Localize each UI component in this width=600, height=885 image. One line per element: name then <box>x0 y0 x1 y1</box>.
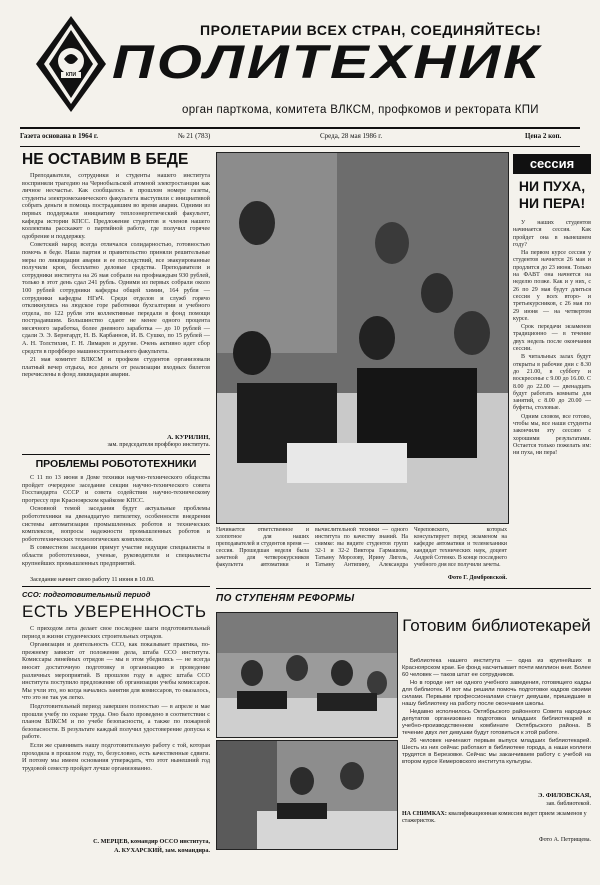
article3-signature-1: С. МЕРЦЕВ, командир ОССО института, <box>93 838 210 845</box>
info-rule <box>20 146 580 147</box>
article2-paragraph: С 11 по 13 июня в Доме техники научно-технического общества пройдет очередное заседание секции научно-технического совета Госстандарта СССР и совета содействия научно-техническому прогрессу при Красноярском крайкоме КПСС. <box>22 474 210 504</box>
reform-body <box>402 658 591 788</box>
session-body <box>513 220 591 604</box>
newspaper-subtitle: орган парткома, комитета ВЛКСМ, профкомов и ректората КПИ <box>182 104 539 116</box>
reform-paragraph: Недавно исполнилось Октябрьского районного Совета народных депутатов организовано подготовка младших библиотекарей в учебно-производственном комбинате Октябрьского района. В течение двух лет девушки будут готовиться к этой работе. <box>402 709 591 736</box>
article1-paragraph: 21 мая комитет ВЛКСМ и профком студентов организовали платный вечер отдыха, все деньги от реализации входных билетов перечислены в фонд ликвидации аварии. <box>22 356 210 379</box>
reform-signature: Э. ФИЛОВСКАЯ, <box>538 792 591 799</box>
reform-paragraph: 26 человек начинают первым выпуск младших библиотекарей. Шесть из них сейчас работают в библиотеке города, а наши коллеги трудятся в Березовке. Сейчас мы заканчиваем работу с учебой на втором курсе Кемеровского института культуры. <box>402 738 591 765</box>
reform-rule <box>216 588 591 589</box>
issue-date: Среда, 28 мая 1986 г. <box>320 132 383 140</box>
session-label: сессия <box>529 156 575 171</box>
article2-paragraph: В совместном заседании примут участие ведущие специалисты в области робототехники, ученые, руководители и специалисты крупнейших промышленных предприятий. <box>22 544 210 567</box>
session-paragraph: Срок передачи экзаменов традиционно — в течение двух недель после окончания сессии. <box>513 324 591 353</box>
article2-rule <box>22 454 210 455</box>
article2-paragraph: Основной темой заседания будут актуальные проблемы робототехники на двенадцатую пятилетку, особенности внедрения системы автоматизации промышленных роботов и технических комплексов, вопросы надежности промышленных роботов и робототехнических технологических комплексов. <box>22 505 210 543</box>
reform-banner: ПО СТУПЕНЯМ РЕФОРМЫ <box>216 593 355 604</box>
session-paragraph: На первом курсе сессия у студентов начнется 26 мая и продлится до 23 июня. Только на ФАВТ она начнется на неделю позже. Как и у них, с 26 по 29 мая будут длиться сессия у всех второ- и третьекурсников, с 26 мая по 29 июня — на четвертом курсе. <box>513 250 591 322</box>
main-photo-scene <box>217 153 508 523</box>
session-paragraph: У наших студентов начинается сессия. Как пройдет она в нынешнем году? <box>513 220 591 248</box>
reform-photo-credit: Фото А. Петрищева. <box>538 837 591 843</box>
masthead-rule <box>20 127 580 129</box>
main-photo-credit: Фото Г. Домбровской. <box>447 575 507 581</box>
article3-paragraph: Подготовительный период завершен полностью — в апреле и мае прошли учебу по охране труда. Оно было проведено в соответствии с планом ВЛКСМ и по учебе безопасности, а также по пожарной безопасности. В результате каждый получил удостоверение допуска к работе. <box>22 702 210 741</box>
reform-photo-bottom <box>216 740 398 850</box>
reform-photo-top <box>216 612 398 738</box>
reform-photo-top-scene <box>217 613 397 737</box>
session-paragraph: В читальных залах будут открыты в рабочие дни с 8.30 до 21.00, в субботу и воскресенье с 9.00 до 16.00. С 8.00 до 22.00 — двенадцать будут работать комнаты для занятий, с 8.00 до 20.00 — буфеты, столовые. <box>513 354 591 412</box>
article2-body <box>22 474 210 574</box>
session-headline: НИ ПУХА, НИ ПЕРА! <box>518 178 586 211</box>
article3-paragraph: Если же сравнивать нашу подготовительную работу с той, которая проходила в прошлом году, то, безусловно, есть качественные сдвиги. И потому мы имеем основания утверждать, что этот нынешний год трудовой семестр пройдет лучше организованно. <box>22 741 210 772</box>
session-paragraph: Одним словом, все готово, чтобы мы, все наши студенты закончили эту сессию с хорошими результатами. Остается только пожелать им: ни пуха, ни пера! <box>513 413 591 457</box>
article3-signature-2: А. КУХАРСКИЙ, зам. командира. <box>114 847 210 854</box>
logo-emblem <box>34 14 108 114</box>
logo-text: КПИ <box>65 72 77 78</box>
article3-body <box>22 625 210 837</box>
reform-photo-caption-label: НА СНИМКАХ: <box>402 811 447 817</box>
session-label-box <box>513 154 591 174</box>
article2-headline: ПРОБЛЕМЫ РОБОТОТЕХНИКИ <box>35 458 197 470</box>
price-text: Цена 2 коп. <box>525 132 562 140</box>
article3-kicker: ССО: подготовительный период <box>22 590 151 599</box>
slogan: ПРОЛЕТАРИИ ВСЕХ СТРАН, СОЕДИНЯЙТЕСЬ! <box>200 22 542 38</box>
reform-photo-bottom-scene <box>217 741 397 849</box>
reform-headline: Готовим библиотекарей <box>402 616 591 635</box>
article3-paragraph: Организация и деятельность ССО, как показывает практика, по-прежнему зависит от положения дела, штаба ССО института. Комиссары линейных отрядов — мы в этом убедились — не всегда вносят достаточную подготовку в организацию и проведение различных мероприятий. В прошлом году в адрес штаба ССО института поступило предложение об организации учебы комиссаров. Мы учли это, но когда начались занятия для комиссаров, то оказалось, что это не так уж легко. <box>22 641 210 702</box>
article3-paragraph: С приходом лета делает свое последнее шаги подготовительный период в жизни студенческих строительных отрядов. <box>22 625 210 640</box>
article1-paragraph: Советский народ всегда отличался солидарностью, готовностью помочь в беде. Наша партия и правительство приняли решительные меры по ликвидации аварии и ее последствий, все эвакуированные получили кров, бесплатно деловые средства. Преподаватели и сотрудники института на 26 мая собрали на профнаждым 930 рублей, только в этот день сдал 241 рубль. Одними из первых собрали около 100 рублей сотрудники кафедры общей химии, 164 рубля — сотрудники кафедры НГиЧ. Среди отделов и служб горячо откликнулись на людское горе работники бухгалтерии и учебного отдела, по 122 рубля эти коллективные передали в фонд помощи пострадавшим. Большинство сдают не менее одного процента месячного заработка, более дневного заработка — до 10 рублей — сдали Э. Э. Бернгардт, Н. В. Карбаннов, И. В. Сушко, по 15 рублей — А. Н. Толстихин, Г. Н. Лимарев и другие. Очень активно идет сбор средств в профбюро машиностроительного факультета. <box>22 241 210 355</box>
reform-paragraph: Библиотека нашего института — одна из крупнейших в Красноярском крае. Ее фонд насчитывает почти миллион книг. Более 60 человек — таков штат ее сотрудников. <box>402 658 591 678</box>
article1-body <box>22 172 210 432</box>
reform-paragraph: Но в городе нет ни одного учебного заведения, готовящего кадры для библиотек. И вот мы решили помочь подготовке кадров своими силами. Первыми профессионалами станут девушки, пришедшие в нашу библиотеку на работу после окончания школы. <box>402 680 591 707</box>
newspaper-title: ПОЛИТЕХНИК <box>112 35 542 89</box>
issue-number: № 21 (783) <box>178 132 211 140</box>
article1-headline: НЕ ОСТАВИМ В БЕДЕ <box>22 151 189 168</box>
article2-closing: Заседание начнет свою работу 11 июня в 10.00. <box>30 576 155 583</box>
article3-rule <box>22 586 210 587</box>
article1-signature: А. КУРИЛИН, <box>167 434 210 441</box>
main-photo <box>216 152 509 524</box>
article1-signature-role: зам. председателя профбюро института. <box>107 442 210 448</box>
article1-paragraph: Преподаватели, сотрудники и студенты нашего института восприняли трагедию на Чернобыльской атомной электростанции как личное несчастье. Как сообщалось в прошлом номере газеты, студенты электромеханического факультета выступили с инициативой собрать деньги в помощь пострадавшим во время аварии. Одними из первых поддержали инициативу теплоэнергетический факультет, кафедра истории КПСС. Предложение студентов и членов нашего коллектива расскажет о партийной работе, где получил горячее одобрение и поддержку. <box>22 172 210 240</box>
founded-text: Газета основана в 1964 г. <box>20 132 98 140</box>
article3-headline: ЕСТЬ УВЕРЕННОСТЬ <box>22 602 207 621</box>
reform-photo-caption-text: квалификационная комиссия ведет прием экзаменов у стажеристок. <box>402 811 587 825</box>
reform-photo-caption <box>402 811 591 825</box>
main-photo-caption: Начинается ответственное и хлопотное для наших преподавателей и студентов время — сессия. Прошедшая неделя была зачетной для четверокурсников факультета автоматики и вычислительной техники — одного института по качеству знаний. На снимке: вы видите студентов групп 32-1 и 32-2 Виктора Гармашова, Татьяну Морозову, Ирину Лигель, Татьяну Антипину, Александра Череповского, которых консультирует перед экзаменом на кафедре автоматики и телемеханики кандидат технических наук, доцент Андрей Сотенко. В конце последнего учебного дня все получили зачеты. <box>216 527 507 568</box>
reform-signature-role: зав. библиотекой. <box>546 801 591 807</box>
info-line <box>20 132 580 144</box>
